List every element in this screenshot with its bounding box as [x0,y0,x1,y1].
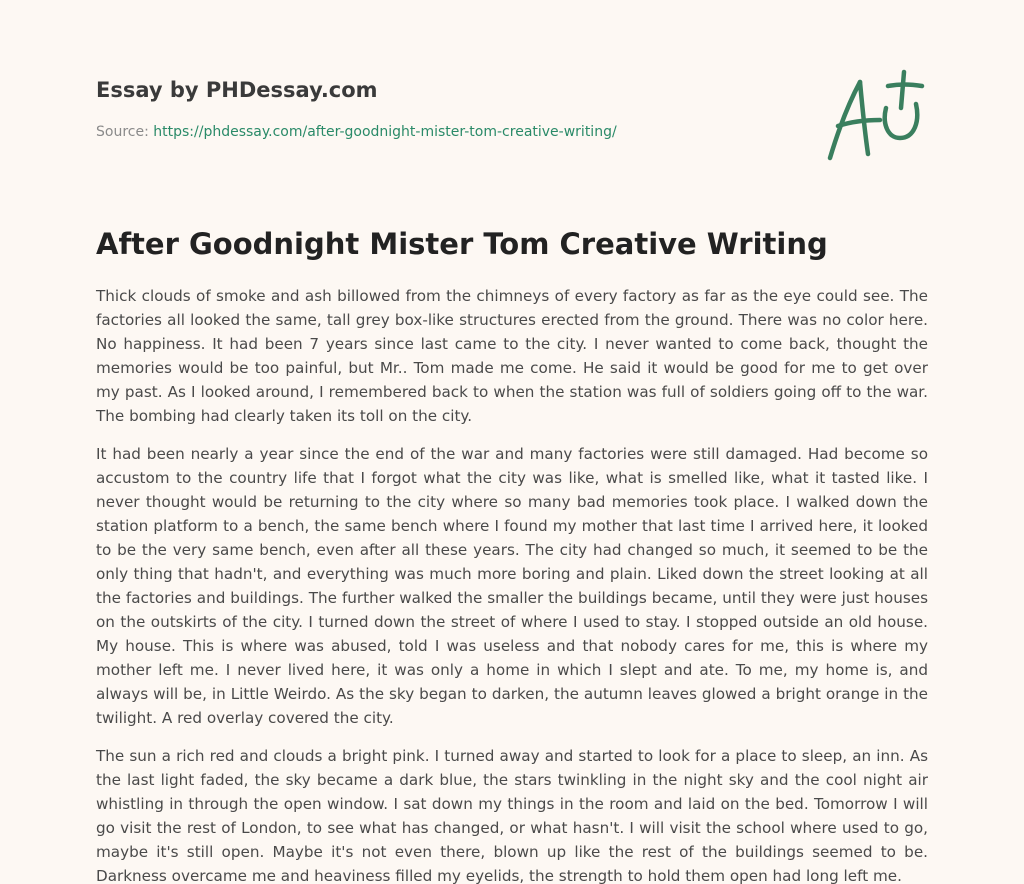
source-label: Source: [96,124,149,140]
essay-body [96,284,928,884]
site-title: Essay by PHDessay.com [96,78,378,102]
essay-paragraph: The sun a rich red and clouds a bright pink. I turned away and started to look for a place to sleep, an inn. As the last light faded, the sky became a dark blue, the stars twinkling in the night sky and the cool night air whistling in through the open window. I sat down my things in the room and laid on the bed. Tomorrow I will go visit the rest of London, to see what has changed, or what hasn't. I will visit the school where used to go, maybe it's still open. Maybe it's not even there, blown up like the rest of the buildings seemed to be. Darkness overcame me and heaviness filled my eyelids, the strength to hold them open had long left me. [96,747,928,884]
source-link[interactable]: https://phdessay.com/after-goodnight-mister-tom-creative-writing/ [153,124,617,140]
a-plus-logo-icon [822,68,932,164]
essay-title: After Goodnight Mister Tom Creative Writing [96,227,828,261]
source-line [96,124,617,140]
essay-paragraph: Thick clouds of smoke and ash billowed from the chimneys of every factory as far as the eye could see. The factories all looked the same, tall grey box-like structures erected from the ground. There was no color here. No happiness. It had been 7 years since last came to the city. I never wanted to come back, thought the memories would be too painful, but Mr.. Tom made me come. He said it would be good for me to get over my past. As I looked around, I remembered back to when the station was full of soldiers going off to the war. The bombing had clearly taken its toll on the city. [96,287,928,425]
page-header [96,76,936,140]
essay-paragraph: It had been nearly a year since the end of the war and many factories were still damaged. Had become so accustom to the country life that I forgot what the city was like, what is smelled like, what it tasted like. I never thought would be returning to the city where so many bad memories took place. I walked down the station platform to a bench, the same bench where I found my mother that last time I arrived here, it looked to be the very same bench, even after all these years. The city had changed so much, it seemed to be the only thing that hadn't, and everything was much more boring and plain. Liked down the street looking at all the factories and buildings. The further walked the smaller the buildings became, until they were just houses on the outskirts of the city. I turned down the street of where I used to stay. I stopped outside an old house. My house. This is where was abused, told I was useless and that nobody cares for me, this is where my mother left me. I never lived here, it was only a home in which I slept and ate. To me, my home is, and always will be, in Little Weirdo. As the sky began to darken, the autumn leaves glowed a bright orange in the twilight. A red overlay covered the city. [96,445,928,727]
